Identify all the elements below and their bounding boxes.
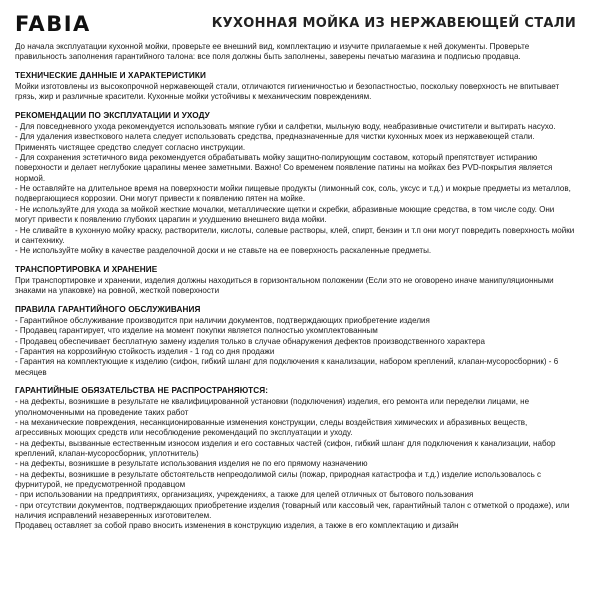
list-item: - на дефекты, возникшие в результате использования изделия не по его прямому назначению [15, 459, 368, 469]
section-paragraph: Мойки изготовлены из высокопрочной нержавеющей стали, отличаются гигиеничностью и безопастностью, поскольку поверхность не впитывает грязь, жир и различные красители. Кухонные мойки устойчивы к механическим повреждениям. [15, 82, 560, 102]
section-care-recommendations [15, 111, 576, 256]
section-title: РЕКОМЕНДАЦИИ ПО ЭКСПЛУАТАЦИИ И УХОДУ [15, 111, 210, 121]
section-technical-data [15, 71, 576, 103]
section-title: ПРАВИЛА ГАРАНТИЙНОГО ОБСЛУЖИВАНИЯ [15, 305, 201, 315]
section-title: ТЕХНИЧЕСКИЕ ДАННЫЕ И ХАРАКТЕРИСТИКИ [15, 71, 206, 81]
section-title: ТРАНСПОРТИРОВКА И ХРАНЕНИЕ [15, 265, 158, 275]
list-item: - Гарантия на коррозийную стойкость изделия - 1 год со дня продажи [15, 346, 275, 356]
list-item: - Не используйте для ухода за мойкой жесткие мочалки, металлические щетки и скребки, абразивные моющие средства, в том числе соду. Они могут привести к появлению глубоких царапин и ухудшению внешнего вида мойки. [15, 204, 555, 225]
section-paragraph: При транспортировке и хранении, изделия должны находиться в горизонтальном положении (Если это не оговорено иначе манипуляционными знаками на упаковке) на ровной, жесткой поверхности [15, 275, 554, 296]
section-title: ГАРАНТИЙНЫЕ ОБЯЗАТЕЛЬСТВА НЕ РАСПРОСТРАНЯЮТСЯ: [15, 386, 269, 396]
section-warranty-exclusions [15, 386, 576, 531]
list-item: - Для удаления известкового налета следует использовать средства, предназначенные для чистки кухонных моек из нержавеющей стали. Применять чистящее средство следует согласно инструкции. [15, 132, 535, 152]
list-item: - Гарантийное обслуживание производится при наличии документов, подтверждающих приобретение изделия [15, 315, 430, 325]
section-warranty-rules [15, 305, 576, 378]
list-item: - на дефекты, вызванные естественным износом изделия и его составных частей (сифон, гибкий шланг для подключения к канализации, набор креплений, клапан-мусоросборник, уплотнитель) [15, 438, 556, 459]
list-item: - Для повседневного ухода рекомендуется использовать мягкие губки и салфетки, мыльную воду, неабразивные очистители и вытирать насухо. [15, 122, 556, 132]
list-item: - при использовании на предприятиях, организациях, учреждениях, а также для целей отличных от бытового пользования [15, 490, 474, 500]
list-item: - на дефекты, возникшие в результате обстоятельств непреодолимой силы (пожар, природная катастрофа и т.д.) изделие использовалось с фурнитурой, не предусмотренной продавцом [15, 469, 542, 490]
list-item: - Продавец гарантирует, что изделие на момент покупки является полностью укомплектованным [15, 326, 378, 336]
header [15, 12, 576, 38]
instruction-page [15, 12, 576, 532]
list-item: - Гарантия на комплектующие к изделию (сифон, гибкий шланг для подключения к канализации, набором креплений, клапан-мусоросборник) - 6 месяцев [15, 357, 559, 377]
closing-note: Продавец оставляет за собой право вносить изменения в конструкцию изделия, а также в его комплектацию и дизайн [15, 521, 459, 531]
list-item: - Не сливайте в кухонную мойку краску, растворители, кислоты, солевые растворы, клей, спирт, бензин и т.п они могут повредить поверхность мойки и сантехнику. [15, 225, 575, 245]
brand-logo: FABIA [15, 12, 91, 36]
list-item: - Не используйте мойку в качестве разделочной доски и не ставьте на ее поверхность раскаленные предметы. [15, 246, 432, 256]
list-item: - на дефекты, возникшие в результате не квалифицированной установки (подключения) изделия, его ремонта или переделки лицами, не уполномоченными на проведение таких работ [15, 397, 530, 417]
list-item: - Не оставляйте на длительное время на поверхности мойки пищевые продукты (лимонный сок, соль, уксус и т.д.) и мокрые предметы из металлов, подвергающиеся коррозии. Они могут привести к появлению пятен на мойке. [15, 184, 571, 204]
list-item: - при отсутствии документов, подтверждающих приобретение изделия (товарный или кассовый чек, гарантийный талон с отметкой о продаже), или наличия исправлений незаверенных изготовителем. [15, 500, 570, 521]
list-item: - Продавец обеспечивает бесплатную замену изделия только в случае обнаружения дефектов производственного характера [15, 336, 485, 346]
list-item: - на механические повреждения, несанкционированные изменения конструкции, следы воздействия химических и абразивных веществ, агрессивных моющих средств или несоблюдение рекомендаций по эксплуатации и уходу. [15, 418, 528, 438]
document-title: КУХОННАЯ МОЙКА ИЗ НЕРЖАВЕЮЩЕЙ СТАЛИ [211, 16, 576, 31]
intro-paragraph: До начала эксплуатации кухонной мойки, проверьте ее внешний вид, комплектацию и изучите прилагаемые к ней документы. Проверьте правильность заполнения гарантийного талона: все поля должны быть заполнены, заверены печатью магазина и подписью продавца. [15, 42, 530, 62]
section-transport-storage [15, 265, 576, 297]
document-body [15, 42, 576, 532]
list-item: - Для сохранения эстетичного вида рекомендуется обрабатывать мойку защитно-полирующим составом, который препятствует истиранию поверхности и делает неглубокие царапины менее заметными. Важно! Со временем появление патины на мойках без PVD-покрытия является нормой. [15, 153, 553, 183]
